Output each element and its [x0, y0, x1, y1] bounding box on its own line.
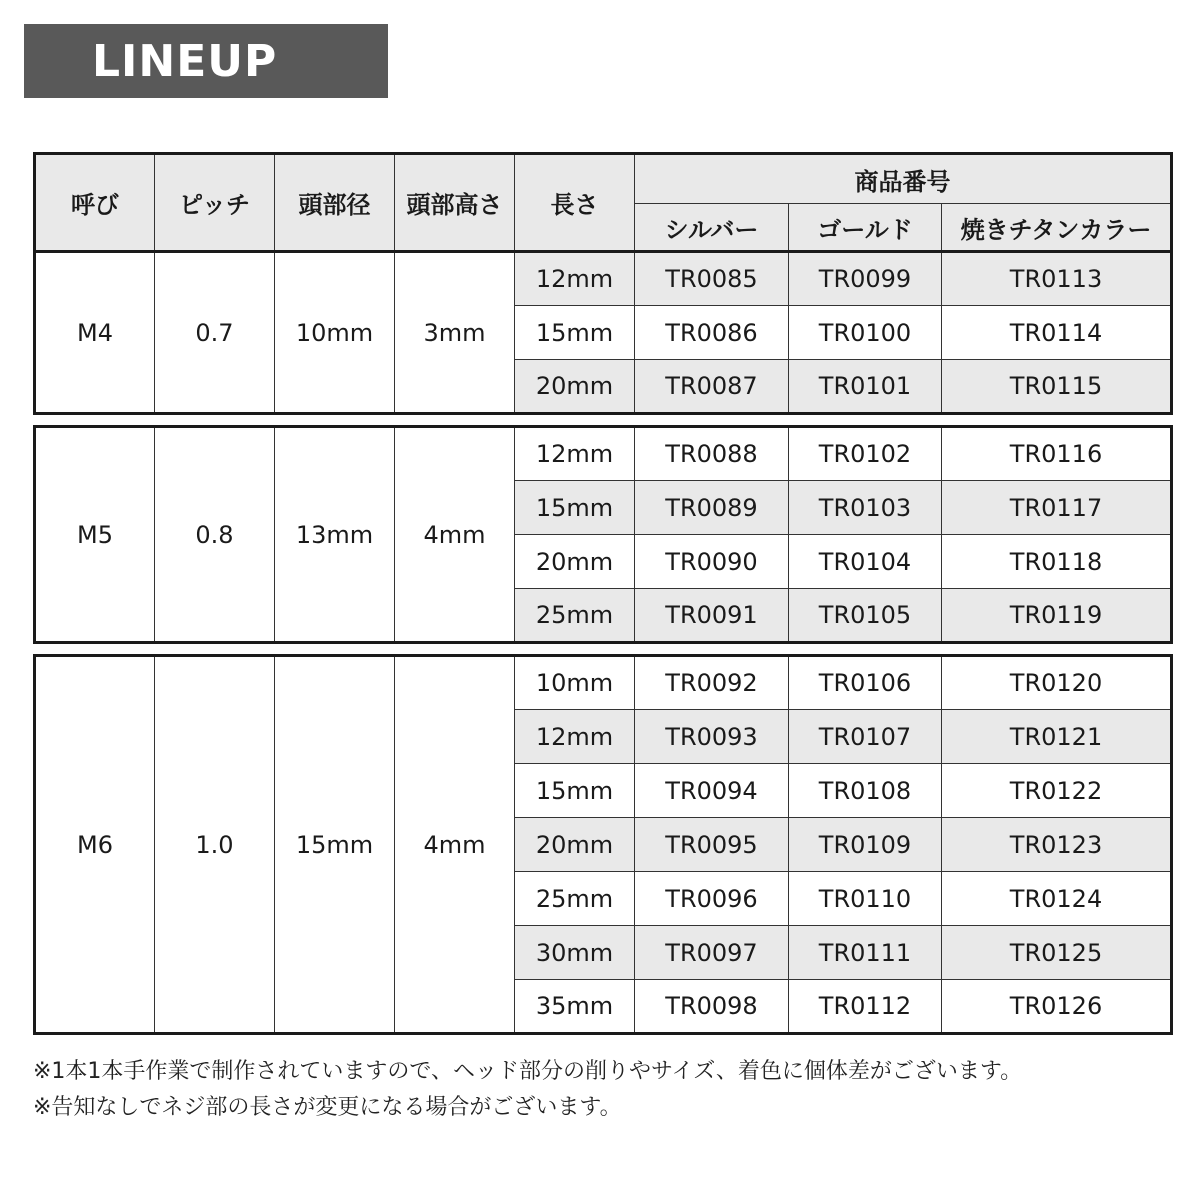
nominal-cell: M4 [35, 252, 155, 414]
burnt-titanium-code-cell: TR0119 [942, 589, 1172, 643]
gold-code-cell: TR0099 [789, 252, 942, 306]
pitch-cell: 1.0 [155, 656, 275, 1034]
table-row [35, 252, 1172, 306]
length-cell: 25mm [515, 589, 635, 643]
burnt-titanium-code-cell: TR0117 [942, 481, 1172, 535]
burnt-titanium-code-cell: TR0118 [942, 535, 1172, 589]
head-diameter-cell: 13mm [275, 427, 395, 643]
silver-code-cell: TR0085 [635, 252, 789, 306]
header-length: 長さ [515, 154, 635, 252]
header-silver: シルバー [635, 204, 789, 252]
silver-code-cell: TR0091 [635, 589, 789, 643]
silver-code-cell: TR0088 [635, 427, 789, 481]
length-cell: 25mm [515, 872, 635, 926]
head-height-cell: 4mm [395, 656, 515, 1034]
silver-code-cell: TR0097 [635, 926, 789, 980]
silver-code-cell: TR0094 [635, 764, 789, 818]
silver-code-cell: TR0095 [635, 818, 789, 872]
header-product-number: 商品番号 [635, 154, 1172, 204]
header-burnt-titanium: 焼きチタンカラー [942, 204, 1172, 252]
length-cell: 12mm [515, 710, 635, 764]
lineup-table [33, 152, 1173, 1035]
silver-code-cell: TR0096 [635, 872, 789, 926]
silver-code-cell: TR0093 [635, 710, 789, 764]
length-cell: 15mm [515, 481, 635, 535]
gold-code-cell: TR0109 [789, 818, 942, 872]
gold-code-cell: TR0106 [789, 656, 942, 710]
burnt-titanium-code-cell: TR0116 [942, 427, 1172, 481]
burnt-titanium-code-cell: TR0123 [942, 818, 1172, 872]
silver-code-cell: TR0092 [635, 656, 789, 710]
silver-code-cell: TR0086 [635, 306, 789, 360]
length-cell: 12mm [515, 252, 635, 306]
page-title: LINEUP [24, 24, 388, 98]
burnt-titanium-code-cell: TR0113 [942, 252, 1172, 306]
nominal-cell: M6 [35, 656, 155, 1034]
burnt-titanium-code-cell: TR0122 [942, 764, 1172, 818]
note-line: ※1本1本手作業で制作されていますので、ヘッド部分の削りやサイズ、着色に個体差がございます。 [33, 1059, 1023, 1084]
head-diameter-cell: 10mm [275, 252, 395, 414]
pitch-cell: 0.7 [155, 252, 275, 414]
header-pitch: ピッチ [155, 154, 275, 252]
gold-code-cell: TR0100 [789, 306, 942, 360]
gold-code-cell: TR0111 [789, 926, 942, 980]
gold-code-cell: TR0108 [789, 764, 942, 818]
header-head-diameter: 頭部径 [275, 154, 395, 252]
burnt-titanium-code-cell: TR0125 [942, 926, 1172, 980]
burnt-titanium-code-cell: TR0114 [942, 306, 1172, 360]
gold-code-cell: TR0103 [789, 481, 942, 535]
gold-code-cell: TR0110 [789, 872, 942, 926]
burnt-titanium-code-cell: TR0124 [942, 872, 1172, 926]
length-cell: 10mm [515, 656, 635, 710]
header-gold: ゴールド [789, 204, 942, 252]
silver-code-cell: TR0098 [635, 980, 789, 1034]
header-nominal: 呼び [35, 154, 155, 252]
burnt-titanium-code-cell: TR0115 [942, 360, 1172, 414]
pitch-cell: 0.8 [155, 427, 275, 643]
length-cell: 35mm [515, 980, 635, 1034]
head-diameter-cell: 15mm [275, 656, 395, 1034]
table-row [35, 656, 1172, 710]
gold-code-cell: TR0105 [789, 589, 942, 643]
nominal-cell: M5 [35, 427, 155, 643]
length-cell: 20mm [515, 818, 635, 872]
silver-code-cell: TR0089 [635, 481, 789, 535]
lineup-table-container [33, 152, 1170, 1035]
head-height-cell: 4mm [395, 427, 515, 643]
gold-code-cell: TR0107 [789, 710, 942, 764]
length-cell: 15mm [515, 764, 635, 818]
silver-code-cell: TR0090 [635, 535, 789, 589]
group-gap [35, 643, 1172, 656]
head-height-cell: 3mm [395, 252, 515, 414]
group-gap [35, 414, 1172, 427]
header-head-height: 頭部高さ [395, 154, 515, 252]
gold-code-cell: TR0112 [789, 980, 942, 1034]
length-cell: 12mm [515, 427, 635, 481]
length-cell: 20mm [515, 360, 635, 414]
burnt-titanium-code-cell: TR0121 [942, 710, 1172, 764]
notes [33, 1054, 1022, 1126]
table-row [35, 427, 1172, 481]
gold-code-cell: TR0101 [789, 360, 942, 414]
silver-code-cell: TR0087 [635, 360, 789, 414]
burnt-titanium-code-cell: TR0120 [942, 656, 1172, 710]
gold-code-cell: TR0102 [789, 427, 942, 481]
gold-code-cell: TR0104 [789, 535, 942, 589]
note-line: ※告知なしでネジ部の長さが変更になる場合がございます。 [33, 1095, 622, 1120]
burnt-titanium-code-cell: TR0126 [942, 980, 1172, 1034]
lineup-table-body [35, 252, 1172, 1034]
length-cell: 30mm [515, 926, 635, 980]
length-cell: 15mm [515, 306, 635, 360]
length-cell: 20mm [515, 535, 635, 589]
